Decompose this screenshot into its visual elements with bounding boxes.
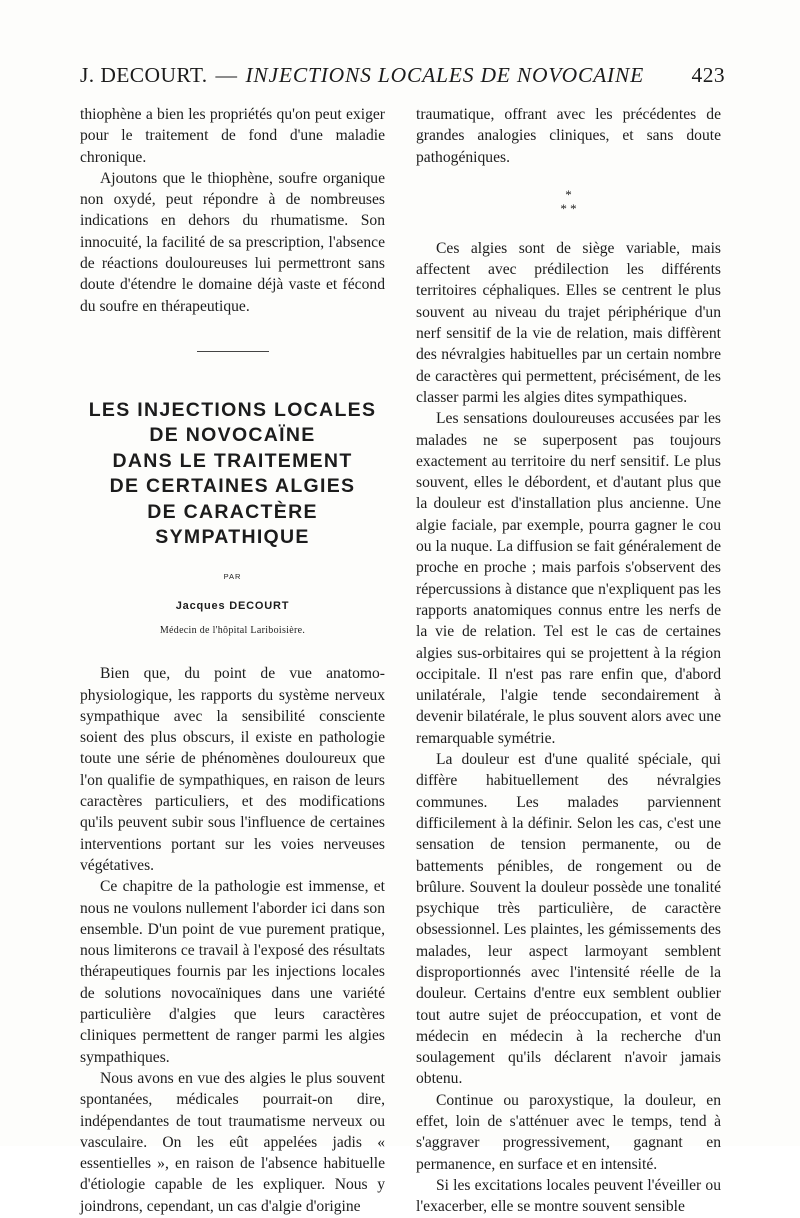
paragraph: Continue ou paroxystique, la douleur, en effet, loin de s'atténuer avec le temps, tend à s'aggraver progressivement, gagnant en permanence, en surface et en intensité.: [416, 1091, 721, 1173]
paragraph: Bien que, du point de vue anatomo-physiologique, les rapports du système nerveux sympathique avec la sensibilité consciente soient des plus obscurs, il existe en pathologie toute une série de phénomènes douloureux que l'on qualifie de sympathiques, en raison de leurs caractères particuliers, et des modifications qu'ils peuvent subir sous l'influence de certaines interventions portant sur les voies nerveuses végétatives.: [80, 665, 385, 874]
byline-author: Jacques DECOURT: [175, 599, 290, 612]
article-title-line: DE CERTAINES ALGIES: [109, 475, 356, 498]
running-head-author: J. DECOURT.: [80, 63, 208, 87]
paragraph: Nous avons en vue des algies le plus souvent spontanées, médicales pourrait-on dire, indépendantes de tout traumatisme nerveux ou vasculaire. On les eût appelées jadis « essentielles », en raison de l'absence habituelle d'étiologie capable de les expliquer. Nous y joindrons, cependant, un cas d'algie d'origine: [80, 1069, 385, 1215]
right-column: [416, 104, 721, 1218]
byline-par: PAR: [223, 572, 242, 582]
article-title-line: DE NOVOCAÏNE: [149, 424, 316, 447]
paragraph: La douleur est d'une qualité spéciale, qui diffère habituellement des névralgies communes. Les malades parviennent difficilement à la définir. Selon les cas, c'est une sensation de tension permanente, ou de battements pénibles, de rongement ou de brûlure. Souvent la douleur possède une tonalité psychique très particulière, de caractère obsessionnel. Les plaintes, les gémissements des malades, leur aspect larmoyant semblent disproportionnés avec l'intensité réelle de la douleur. Certains d'entre eux semblent oublier tout autre sujet de préoccupation, et vont de médecin en médecin à la recherche d'un soulagement qu'ils déclarent n'avoir jamais obtenu.: [416, 751, 721, 1088]
paragraph: Ces algies sont de siège variable, mais affectent avec prédilection les différents territoires céphaliques. Elles se centrent le plus souvent au niveau du trajet périphérique d'un nerf sensitif de la vie de relation, mais diffèrent des névralgies habituelles par un certain nombre de caractères qui permettent, précisément, de les classer parmi les algies dites sympathiques.: [416, 239, 721, 406]
paragraph: Si les excitations locales peuvent l'éveiller ou l'exacerber, elle se montre souvent sensible: [416, 1176, 721, 1216]
paragraph: Ce chapitre de la pathologie est immense, et nous ne voulons nullement l'aborder ici dans son ensemble. D'un point de vue purement pratique, nous limiterons ce travail à l'exposé des résultats thérapeutiques fournis par les injections locales de solutions novocaïniques dans une variété particulière d'algies que leurs caractères cliniques permettent de ranger parmi les algies sympathiques.: [80, 878, 385, 1066]
paragraph: thiophène a bien les propriétés qu'on peut exiger pour le traitement de fond d'une maladie chronique.: [80, 106, 385, 166]
running-head: [80, 63, 725, 88]
byline-affiliation: Médecin de l'hôpital Lariboisière.: [159, 625, 306, 636]
asterism-top: *: [565, 186, 572, 202]
article-title-line: SYMPATHIQUE: [155, 526, 310, 548]
paragraph: traumatique, offrant avec les précédentes de grandes analogies cliniques, et sans doute pathogéniques.: [416, 106, 721, 166]
article-title-line: DANS LE TRAITEMENT: [112, 449, 353, 472]
asterism: [416, 188, 721, 216]
paragraph: Ajoutons que le thiophène, soufre organique non oxydé, peut répondre à de nombreuses indications en dehors du rhumatisme. Son innocuité, la facilité de sa prescription, l'absence de réactions douloureuses lui permettront sans doute d'étendre le domaine déjà vaste et fécond du soufre en thérapeutique.: [80, 169, 385, 315]
running-head-title: INJECTIONS LOCALES DE NOVOCAINE: [245, 63, 645, 87]
section-divider: [197, 351, 269, 352]
article-title-line: LES INJECTIONS LOCALES: [88, 398, 377, 421]
article-title: [80, 398, 385, 550]
article-body-left: [80, 663, 385, 1217]
article-title-line: DE CARACTÈRE: [147, 500, 318, 523]
left-column: [80, 104, 385, 1217]
paragraph: Les sensations douloureuses accusées par les malades ne se superposent pas toujours exactement au territoire du nerf sensitif. Le plus souvent, elles le débordent, et d'autant plus que la douleur est d'installation plus ancienne. Une algie faciale, par exemple, pourra gagner le cou ou la nuque. La diffusion se fait généralement de proche en proche ; mais parfois s'observent des répercussions à distance que n'expliquent pas les rapports anatomiques connus entre les nerfs de la vie de relation. Tel est le cas de certaines algies sus-orbitaires qui se projettent à la région occipitale. Il n'est pas rare enfin que, d'abord unilatérale, l'algie tende secondairement à devenir bilatérale, le plus souvent alors avec une remarquable symétrie.: [416, 410, 721, 747]
asterism-bottom: * *: [560, 200, 577, 216]
page-number: 423: [691, 63, 725, 87]
running-head-separator: —: [215, 63, 238, 87]
